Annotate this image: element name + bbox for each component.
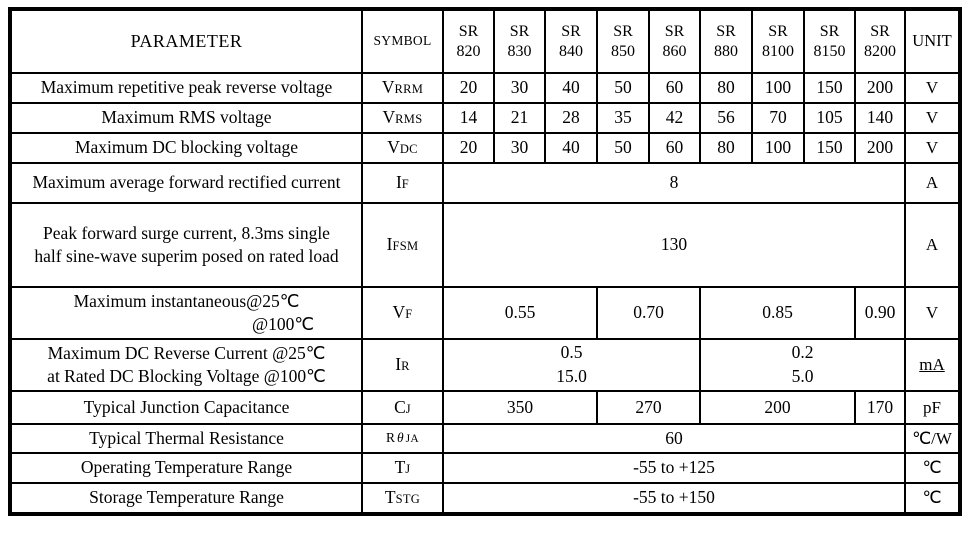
- value-cell: 0.55: [443, 287, 597, 339]
- value-cell: 0.90: [855, 287, 905, 339]
- param-label: Operating Temperature Range: [10, 453, 362, 483]
- value-cell: 60: [649, 133, 700, 163]
- header-row: [10, 9, 960, 73]
- value-cell: 130: [443, 203, 905, 287]
- row-if: [10, 163, 960, 203]
- param-label: Typical Thermal Resistance: [10, 424, 362, 453]
- symbol-cell: VRMS: [362, 103, 443, 133]
- value-cell: 21: [494, 103, 545, 133]
- value-cell: 20: [443, 133, 494, 163]
- param-label: Storage Temperature Range: [10, 483, 362, 514]
- header-parameter: PARAMETER: [10, 9, 362, 73]
- header-part-sr850: SR 850: [597, 9, 649, 73]
- unit-cell: ℃: [905, 483, 960, 514]
- row-vdc: [10, 133, 960, 163]
- row-tstg: [10, 483, 960, 514]
- value-cell: -55 to +125: [443, 453, 905, 483]
- value-cell: 140: [855, 103, 905, 133]
- value-cell: 8: [443, 163, 905, 203]
- row-ifsm: [10, 203, 960, 287]
- value-cell: 40: [545, 73, 597, 103]
- unit-cell: V: [905, 103, 960, 133]
- value-cell: 80: [700, 133, 752, 163]
- value-cell: 30: [494, 73, 545, 103]
- row-tj: [10, 453, 960, 483]
- value-cell: 14: [443, 103, 494, 133]
- value-cell: 56: [700, 103, 752, 133]
- unit-cell: ℃/W: [905, 424, 960, 453]
- symbol-cell: IR: [362, 339, 443, 391]
- unit-cell: V: [905, 287, 960, 339]
- row-ir: [10, 339, 960, 391]
- value-cell: 350: [443, 391, 597, 424]
- value-cell: 40: [545, 133, 597, 163]
- value-cell: 0.5 15.0: [443, 339, 700, 391]
- value-cell: -55 to +150: [443, 483, 905, 514]
- header-part-sr8200: SR 8200: [855, 9, 905, 73]
- param-label: Typical Junction Capacitance: [10, 391, 362, 424]
- value-cell: 42: [649, 103, 700, 133]
- header-unit: UNIT: [905, 9, 960, 73]
- header-symbol: SYMBOL: [362, 9, 443, 73]
- param-label: Maximum repetitive peak reverse voltage: [10, 73, 362, 103]
- value-cell: 150: [804, 73, 855, 103]
- value-cell: 20: [443, 73, 494, 103]
- param-label: Maximum RMS voltage: [10, 103, 362, 133]
- symbol-cell: IFSM: [362, 203, 443, 287]
- symbol-cell: VF: [362, 287, 443, 339]
- maximum-ratings-table: [8, 7, 962, 516]
- param-label: Maximum instantaneous@25℃ @100℃: [10, 287, 362, 339]
- value-cell: 60: [443, 424, 905, 453]
- row-cj: [10, 391, 960, 424]
- header-part-sr830: SR 830: [494, 9, 545, 73]
- unit-cell: ℃: [905, 453, 960, 483]
- param-label: Peak forward surge current, 8.3ms single half sine-wave superim posed on rated load: [10, 203, 362, 287]
- symbol-cell: IF: [362, 163, 443, 203]
- header-part-sr8150: SR 8150: [804, 9, 855, 73]
- value-cell: 200: [855, 73, 905, 103]
- symbol-cell: TJ: [362, 453, 443, 483]
- symbol-cell: VRRM: [362, 73, 443, 103]
- symbol-cell: VDC: [362, 133, 443, 163]
- value-cell: 170: [855, 391, 905, 424]
- value-cell: 0.2 5.0: [700, 339, 905, 391]
- value-cell: 0.85: [700, 287, 855, 339]
- value-cell: 200: [855, 133, 905, 163]
- value-cell: 28: [545, 103, 597, 133]
- value-cell: 0.70: [597, 287, 700, 339]
- unit-cell: V: [905, 73, 960, 103]
- header-part-sr8100: SR 8100: [752, 9, 804, 73]
- param-label: Maximum DC Reverse Current @25℃ at Rated DC Blocking Voltage @100℃: [10, 339, 362, 391]
- row-vrrm: [10, 73, 960, 103]
- value-cell: 200: [700, 391, 855, 424]
- symbol-cell: CJ: [362, 391, 443, 424]
- value-cell: 30: [494, 133, 545, 163]
- value-cell: 100: [752, 133, 804, 163]
- row-vrms: [10, 103, 960, 133]
- value-cell: 105: [804, 103, 855, 133]
- value-cell: 50: [597, 133, 649, 163]
- param-label: Maximum average forward rectified current: [10, 163, 362, 203]
- unit-cell: A: [905, 163, 960, 203]
- header-part-sr820: SR 820: [443, 9, 494, 73]
- value-cell: 60: [649, 73, 700, 103]
- unit-cell: V: [905, 133, 960, 163]
- value-cell: 270: [597, 391, 700, 424]
- header-part-sr880: SR 880: [700, 9, 752, 73]
- value-cell: 70: [752, 103, 804, 133]
- unit-cell: mA: [905, 339, 960, 391]
- unit-cell: pF: [905, 391, 960, 424]
- row-rthja: [10, 424, 960, 453]
- row-vf: [10, 287, 960, 339]
- value-cell: 100: [752, 73, 804, 103]
- param-label: Maximum DC blocking voltage: [10, 133, 362, 163]
- symbol-cell: TSTG: [362, 483, 443, 514]
- value-cell: 35: [597, 103, 649, 133]
- unit-cell: A: [905, 203, 960, 287]
- header-part-sr840: SR 840: [545, 9, 597, 73]
- value-cell: 80: [700, 73, 752, 103]
- symbol-cell: R θ JA: [362, 424, 443, 453]
- value-cell: 150: [804, 133, 855, 163]
- header-part-sr860: SR 860: [649, 9, 700, 73]
- value-cell: 50: [597, 73, 649, 103]
